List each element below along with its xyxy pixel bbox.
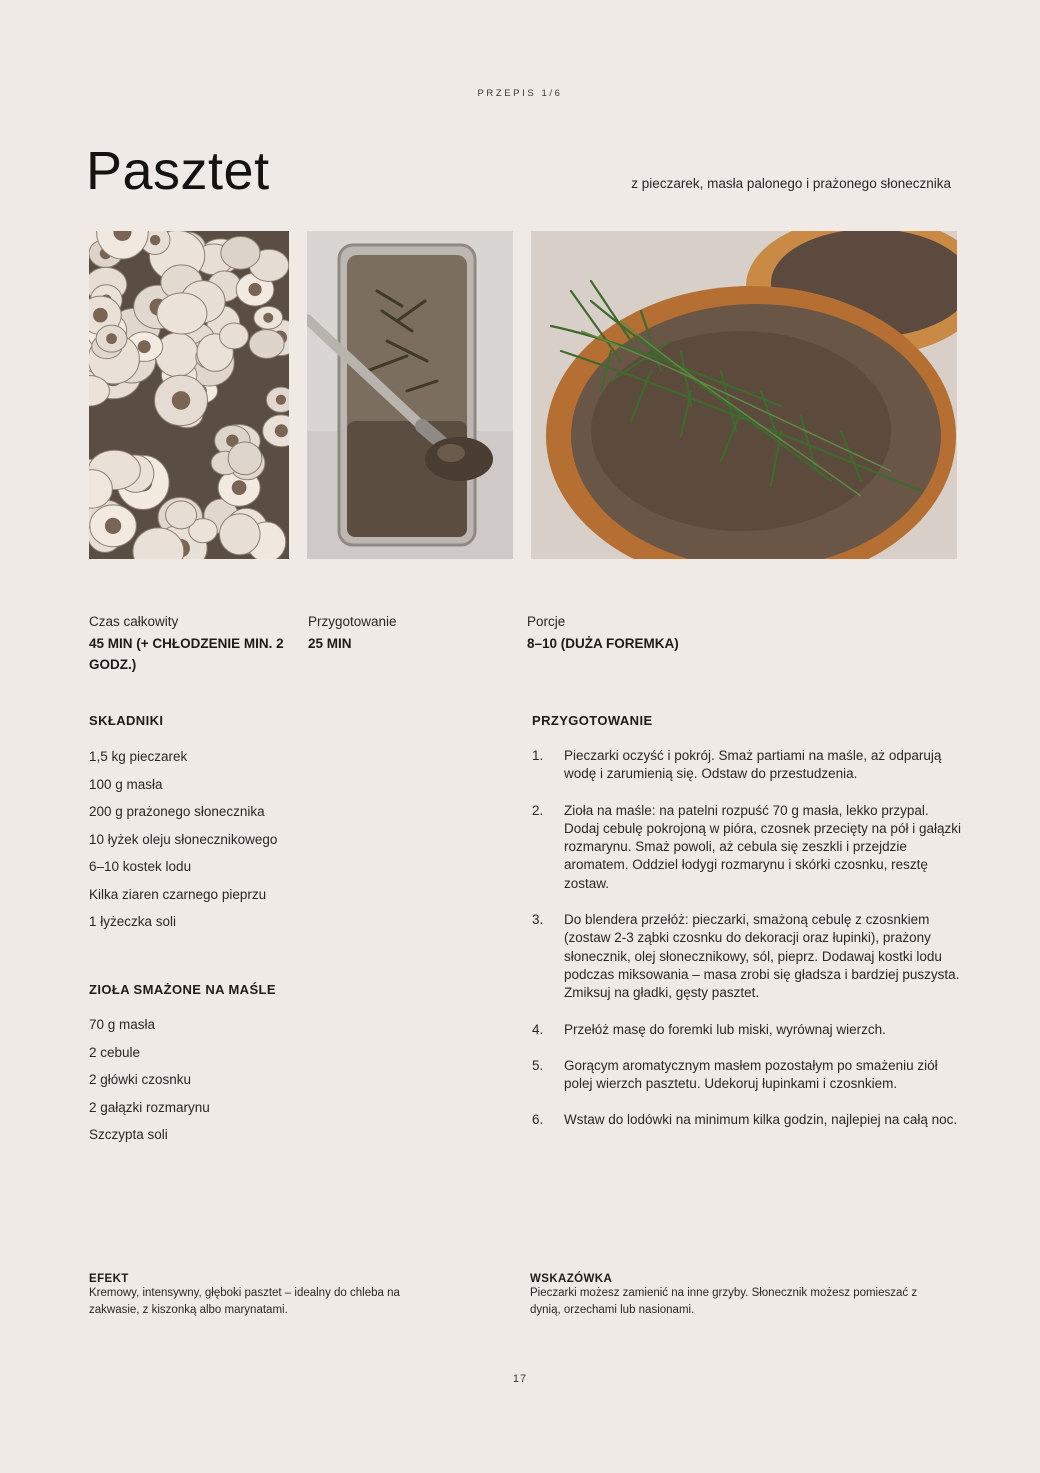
- list-item: 1,5 kg pieczarek: [89, 749, 188, 764]
- list-item: 10 łyżek oleju słonecznikowego: [89, 831, 278, 847]
- ingredients-heading: SKŁADNIKI: [89, 713, 164, 728]
- step-text: Wstaw do lodówki na minimum kilka godzin, najlepiej na całą noc.: [564, 1112, 958, 1128]
- meta-label: Czas całkowity: [89, 614, 179, 629]
- preparation-heading: PRZYGOTOWANIE: [532, 713, 653, 728]
- list-item: 1 łyżeczka soli: [89, 914, 177, 929]
- list-item: 2 cebule: [89, 1044, 141, 1060]
- effect-heading: EFEKT: [89, 1273, 129, 1285]
- effect-note: [89, 1273, 419, 1319]
- meta-label: Przygotowanie: [308, 614, 397, 629]
- list-item: 6–10 kostek lodu: [89, 859, 192, 874]
- effect-text: Kremowy, intensywny, głęboki pasztet – idealny do chleba na zakwasie, z kiszonką albo marynatami.: [89, 1287, 400, 1316]
- tip-note: [530, 1273, 950, 1319]
- recipe-title: Pasztet: [86, 141, 270, 201]
- pate-bread-photo: [531, 231, 957, 559]
- step-text: Gorącym aromatycznym masłem pozostałym po smażeniu ziół polej wierzch pasztetu. Udekoruj łupinkami i czosnkiem.: [564, 1057, 938, 1092]
- meta-total-time: [89, 614, 289, 675]
- list-item: 2 główki czosnku: [89, 1072, 192, 1087]
- tip-text: Pieczarki możesz zamienić na inne grzyby. Słonecznik możesz pomieszać z dynią, orzechami lub nasionami.: [530, 1287, 918, 1316]
- recipe-counter: PRZEPIS 1/6: [477, 88, 563, 99]
- meta-label: Porcje: [527, 614, 566, 629]
- herbs-heading: ZIOŁA SMAŻONE NA MAŚLE: [89, 982, 276, 997]
- meta-value: 8–10 (DUŻA FOREMKA): [527, 636, 679, 651]
- ingredients-list: [89, 748, 277, 941]
- step-item: [532, 747, 962, 784]
- step-item: [532, 911, 962, 1002]
- step-number: 3.: [532, 912, 544, 928]
- step-number: 1.: [532, 748, 544, 763]
- preparation-steps: [532, 747, 962, 1130]
- step-item: [532, 1057, 962, 1094]
- step-number: 4.: [532, 1021, 544, 1037]
- meta-servings: [527, 614, 827, 654]
- list-item: 100 g masła: [89, 776, 163, 792]
- meta-prep-time: [308, 614, 508, 654]
- list-item: Kilka ziaren czarnego pieprzu: [89, 886, 267, 902]
- list-item: 200 g prażonego słonecznika: [89, 804, 265, 819]
- list-item: Szczypta soli: [89, 1127, 168, 1142]
- step-text: Zioła na maśle: na patelni rozpuść 70 g masła, lekko przypal. Dodaj cebulę pokrojoną w pióra, czosnek przecięty na pół i gałązki rozmarynu. Smaż powoli, aż cebula się zeszkli i przejdzie aromatem. Oddziel łodygi rozmarynu i skórki czosnku, resztę zostaw.: [564, 802, 961, 891]
- step-number: 5.: [532, 1057, 544, 1073]
- step-item: [532, 1021, 962, 1039]
- recipe-subtitle: z pieczarek, masła palonego i prażonego słonecznika: [631, 176, 951, 191]
- meta-value: 45 MIN (+ CHŁODZENIE MIN. 2 GODZ.): [89, 636, 284, 672]
- step-text: Przełóż masę do foremki lub miski, wyrównaj wierzch.: [564, 1021, 886, 1037]
- pate-dish-photo: [307, 231, 513, 559]
- step-number: 2.: [532, 802, 544, 818]
- step-item: [532, 802, 962, 893]
- list-item: 2 gałązki rozmarynu: [89, 1099, 210, 1115]
- step-item: [532, 1111, 962, 1129]
- list-item: 70 g masła: [89, 1017, 156, 1032]
- step-text: Pieczarki oczyść i pokrój. Smaż partiami na maśle, aż odparują wodę i zarumienią się. Odstaw do przestudzenia.: [564, 748, 942, 782]
- step-text: Do blendera przełóż: pieczarki, smażoną cebulę z czosnkiem (zostaw 2-3 ząbki czosnku do dekoracji oraz łupinki), prażony słonecznik, olej słonecznikowy, sól, pieprz. Dodawaj kostki lodu podczas miksowania – masa zrobi się gładsza i bardziej puszysta. Zmiksuj na gładki, gęsty pasztet.: [564, 912, 960, 1001]
- tip-heading: WSKAZÓWKA: [530, 1273, 613, 1285]
- herbs-list: [89, 1016, 210, 1154]
- meta-value: 25 MIN: [308, 636, 352, 651]
- page-number: 17: [512, 1373, 528, 1385]
- mushrooms-photo: [89, 231, 289, 559]
- step-number: 6.: [532, 1112, 544, 1128]
